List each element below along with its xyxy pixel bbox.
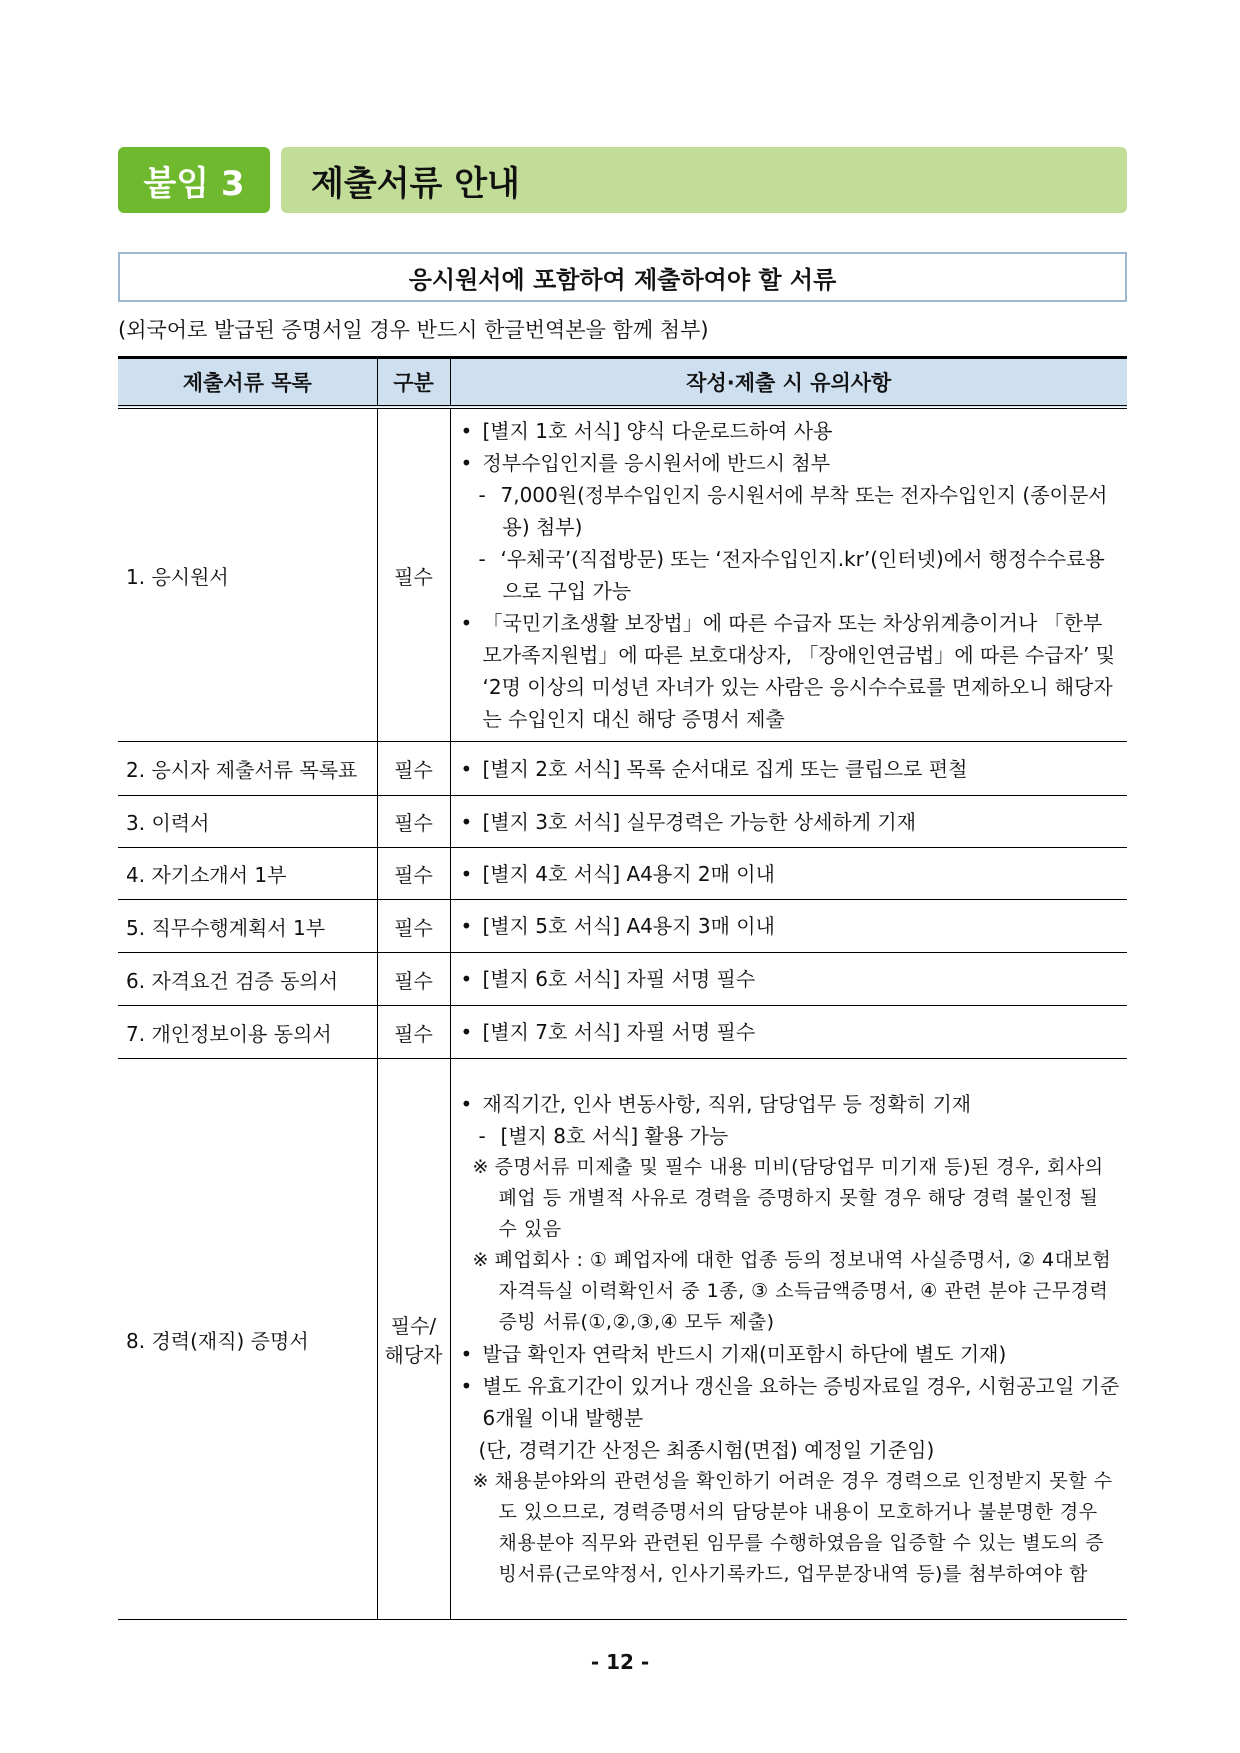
document-notes (450, 900, 1127, 953)
translation-note: (외국어로 발급된 증명서일 경우 반드시 한글번역본을 함께 첨부) (118, 318, 709, 342)
bullet-marker-icon: • (460, 1092, 473, 1116)
bullet-line (457, 415, 1122, 447)
ref-marker-icon: ※ (472, 1156, 489, 1178)
document-category: 필수 (377, 796, 450, 848)
bullet-marker-icon: • (460, 809, 473, 834)
document-name: 8. 경력(재직) 증명서 (118, 1059, 377, 1620)
bullet-line (457, 1338, 1122, 1370)
dash-line (457, 479, 1122, 543)
document-notes (450, 407, 1127, 742)
header-category: 구분 (377, 358, 450, 408)
table-header-row (118, 358, 1127, 408)
line-text: [별지 5호 서식] A4용지 3매 이내 (482, 914, 775, 938)
document-category: 필수 (377, 953, 450, 1006)
document-notes (450, 1006, 1127, 1059)
bullet-marker-icon: • (460, 1020, 473, 1044)
attachment-badge: 붙임 3 (118, 147, 270, 213)
bullet-line (457, 910, 1122, 942)
bullet-line (457, 607, 1122, 735)
dash-marker-icon: - (478, 1124, 486, 1148)
ref-line (457, 1152, 1122, 1245)
bullet-marker-icon: • (460, 861, 473, 886)
line-text: 별도 유효기간이 있거나 갱신을 요하는 증빙자료일 경우, 시험공고일 기준 6개월 이내 발행분 (482, 1374, 1120, 1430)
document-notes (450, 953, 1127, 1006)
line-text: (단, 경력기간 산정은 최종시험(면접) 예정일 기준임) (478, 1438, 935, 1462)
page-number: - 12 - (590, 1650, 650, 1674)
table-row (118, 407, 1127, 742)
line-text: 발급 확인자 연락처 반드시 기재(미포함시 하단에 별도 기재) (482, 1342, 1007, 1366)
table-row (118, 900, 1127, 953)
line-text: [별지 1호 서식] 양식 다운로드하여 사용 (482, 419, 833, 443)
header-notes: 작성·제출 시 유의사항 (450, 358, 1127, 408)
document-name: 6. 자격요건 검증 동의서 (118, 953, 377, 1006)
document-category: 필수/ 해당자 (377, 1059, 450, 1620)
line-text: [별지 3호 서식] 실무경력은 가능한 상세하게 기재 (482, 809, 917, 834)
ref-marker-icon: ※ (472, 1249, 489, 1271)
table-row (118, 953, 1127, 1006)
bullet-marker-icon: • (460, 1342, 473, 1366)
document-category: 필수 (377, 742, 450, 796)
bullet-line (457, 858, 1122, 890)
table-row (118, 848, 1127, 900)
dash-marker-icon: - (478, 483, 486, 507)
line-text: 재직기간, 인사 변동사항, 직위, 담당업무 등 정확히 기재 (482, 1092, 972, 1116)
bullet-marker-icon: • (460, 756, 473, 781)
line-text: [별지 7호 서식] 자필 서명 필수 (482, 1020, 756, 1044)
line-text: 폐업회사 : ① 폐업자에 대한 업종 등의 정보내역 사실증명서, ② 4대보험 자격득실 이력확인서 중 1종, ③ 소득금액증명서, ④ 관련 분야 근무경력 증빙 서류(①,②,③,④ 모두 제출) (494, 1249, 1112, 1333)
line-text: ‘우체국’(직접방문) 또는 ‘전자수입인지.kr’(인터넷)에서 행정수수료용으로 구입 가능 (500, 547, 1105, 603)
bullet-marker-icon: • (460, 914, 473, 938)
header-document-list: 제출서류 목록 (118, 358, 377, 408)
line-text: 정부수입인지를 응시원서에 반드시 첨부 (482, 451, 831, 475)
documents-table (118, 356, 1127, 1620)
bullet-line (457, 1088, 1122, 1120)
ref-line (457, 1466, 1122, 1590)
document-name: 7. 개인정보이용 동의서 (118, 1006, 377, 1059)
dash-line (457, 543, 1122, 607)
line-text: [별지 4호 서식] A4용지 2매 이내 (482, 861, 775, 886)
ref-line (457, 1245, 1122, 1338)
document-category: 필수 (377, 900, 450, 953)
line-text: 「국민기초생활 보장법」에 따른 수급자 또는 차상위계층이거나 「한부모가족지원법」에 따른 보호대상자, 「장애인연금법」에 따른 수급자’ 및 ‘2명 이상의 미성년 자녀가 있는 사람은 응시수수료를 면제하오니 해당자는 수입인지 대신 해당 증명서 제출 (482, 611, 1115, 731)
document-notes (450, 848, 1127, 900)
bullet-line (457, 753, 1122, 785)
document-category: 필수 (377, 848, 450, 900)
document-notes (450, 1059, 1127, 1620)
bullet-line (457, 806, 1122, 838)
document-notes (450, 742, 1127, 796)
bullet-marker-icon: • (460, 419, 473, 443)
document-name: 4. 자기소개서 1부 (118, 848, 377, 900)
bullet-line (457, 1370, 1122, 1434)
bullet-line (457, 963, 1122, 995)
table-row (118, 1059, 1127, 1620)
bullet-marker-icon: • (460, 1374, 473, 1398)
bullet-marker-icon: • (460, 611, 473, 635)
line-text: [별지 2호 서식] 목록 순서대로 집게 또는 클립으로 편철 (482, 756, 968, 781)
line-text: 7,000원(정부수입인지 응시원서에 부착 또는 전자수입인지 (종이문서용) 첨부) (500, 483, 1108, 539)
table-row (118, 1006, 1127, 1059)
document-name: 1. 응시원서 (118, 407, 377, 742)
ref-marker-icon: ※ (472, 1470, 489, 1492)
section-title: 응시원서에 포함하여 제출하여야 할 서류 (118, 252, 1127, 302)
bullet-marker-icon: • (460, 451, 473, 475)
document-category: 필수 (377, 407, 450, 742)
dash-line (457, 1120, 1122, 1152)
line-text: [별지 8호 서식] 활용 가능 (500, 1124, 729, 1148)
table-row (118, 742, 1127, 796)
document-name: 2. 응시자 제출서류 목록표 (118, 742, 377, 796)
page-title: 제출서류 안내 (281, 147, 1127, 213)
document-name: 3. 이력서 (118, 796, 377, 848)
document-category: 필수 (377, 1006, 450, 1059)
dash-marker-icon: - (478, 547, 486, 571)
line-text: 채용분야와의 관련성을 확인하기 어려운 경우 경력으로 인정받지 못할 수도 있으므로, 경력증명서의 담당분야 내용이 모호하거나 불분명한 경우 채용분야 직무와 관련된 임무를 수행하였음을 입증할 수 있는 별도의 증빙서류(근로약정서, 인사기록카드, 업무분장내역 등)를 첨부하여야 함 (494, 1470, 1113, 1585)
line-text: [별지 6호 서식] 자필 서명 필수 (482, 967, 756, 991)
plain-line (457, 1434, 1122, 1466)
document-name: 5. 직무수행계획서 1부 (118, 900, 377, 953)
bullet-marker-icon: • (460, 967, 473, 991)
table-row (118, 796, 1127, 848)
bullet-line (457, 1016, 1122, 1048)
document-notes (450, 796, 1127, 848)
line-text: 증명서류 미제출 및 필수 내용 미비(담당업무 미기재 등)된 경우, 회사의 폐업 등 개별적 사유로 경력을 증명하지 못할 경우 해당 경력 불인정 될 수 있음 (494, 1156, 1104, 1240)
bullet-line (457, 447, 1122, 479)
